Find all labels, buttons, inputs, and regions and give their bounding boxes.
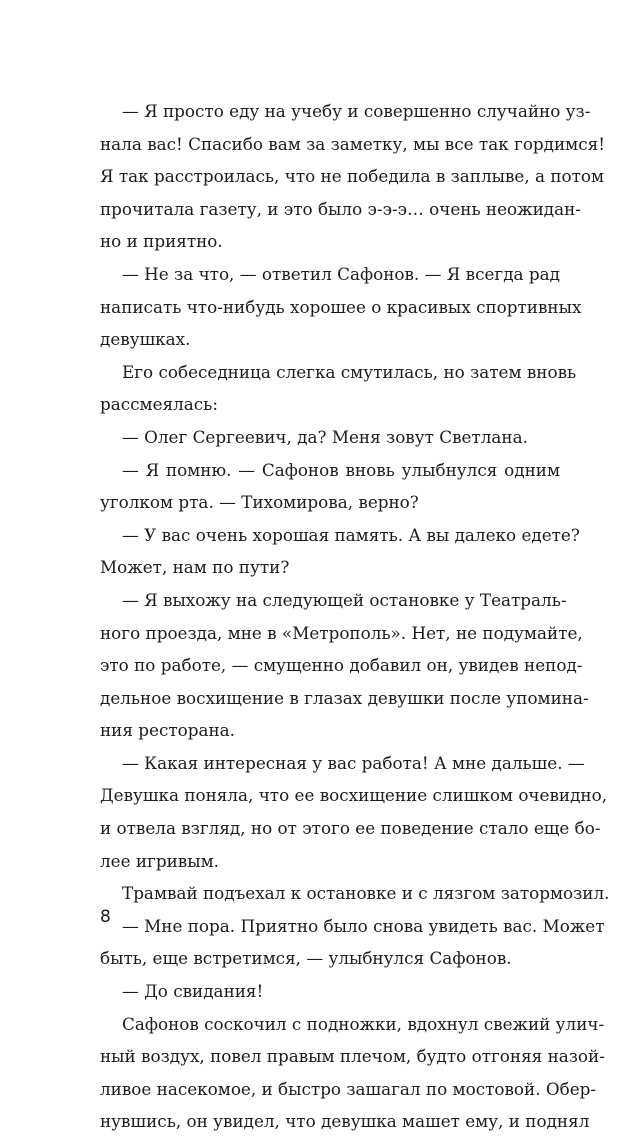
text-line: — До свидания!	[122, 981, 264, 1002]
paragraph	[100, 584, 589, 747]
paragraph	[100, 975, 560, 1008]
text-line: Его собеседница слегка смутилась, но затем вновь	[122, 361, 577, 382]
text-line: ного проезда, мне в «Метрополь». Нет, не подумайте,	[100, 622, 583, 643]
text-line: — Какая интересная у вас работа! А мне дальше. —	[122, 752, 585, 773]
text-line: — Я помню. — Сафонов вновь улыбнулся одним	[122, 459, 560, 480]
text-line: нала вас! Спасибо вам за заметку, мы все так гордимся!	[100, 133, 605, 154]
text-line: Трамвай подъехал к остановке и с лязгом затормозил.	[122, 883, 610, 904]
text-line: прочитала газету, и это было э-э-э… очень неожидан-	[100, 198, 581, 219]
paragraph	[100, 910, 605, 975]
text-line: девушках.	[100, 329, 191, 350]
paragraph	[100, 747, 608, 877]
text-line: — Я просто еду на учебу и совершенно случайно уз-	[122, 101, 591, 121]
text-line: Девушка поняла, что ее восхищение слишком очевидно,	[100, 785, 608, 806]
paragraph	[100, 1008, 605, 1138]
text-line: — Олег Сергеевич, да? Меня зовут Светлана.	[122, 426, 528, 447]
text-line: Я так расстроилась, что не победила в заплыве, а потом	[100, 166, 605, 187]
page-number: 8	[100, 907, 111, 927]
paragraph	[100, 454, 560, 519]
paragraph	[100, 95, 605, 258]
text-line: нувшись, он увидел, что девушка машет ему, и поднял	[100, 1111, 590, 1132]
text-line: это по работе, — смущенно добавил он, увидев непод-	[100, 655, 583, 676]
text-line: лее игривым.	[100, 850, 219, 871]
body-text	[100, 95, 610, 1138]
paragraph	[100, 877, 610, 910]
text-line: и отвела взгляд, но от этого ее поведение стало еще бо-	[100, 818, 601, 839]
text-line: уголком рта. — Тихомирова, верно?	[100, 492, 419, 513]
text-line: дельное восхищение в глазах девушки после упомина-	[100, 687, 589, 708]
text-line: написать что-нибудь хорошее о красивых спортивных	[100, 296, 582, 317]
text-line: Сафонов соскочил с подножки, вдохнул свежий улич-	[122, 1013, 605, 1034]
paragraph	[100, 258, 582, 356]
paragraph	[100, 519, 580, 584]
text-line: ный воздух, повел правым плечом, будто отгоняя назой-	[100, 1046, 605, 1067]
text-line: Может, нам по пути?	[100, 557, 290, 578]
text-line: ния ресторана.	[100, 720, 236, 741]
text-line: — Я выхожу на следующей остановке у Театраль-	[122, 589, 567, 610]
text-line: ливое насекомое, и быстро зашагал по мостовой. Обер-	[100, 1078, 597, 1099]
text-line: но и приятно.	[100, 231, 223, 252]
text-line: рассмеялась:	[100, 394, 218, 415]
paragraph	[100, 356, 577, 421]
text-line: — Мне пора. Приятно было снова увидеть вас. Может	[122, 915, 605, 936]
text-line: быть, еще встретимся, — улыбнулся Сафонов.	[100, 948, 512, 969]
paragraph	[100, 421, 560, 454]
text-line: — У вас очень хорошая память. А вы далеко едете?	[122, 524, 580, 545]
text-line: — Не за что, — ответил Сафонов. — Я всегда рад	[122, 263, 560, 284]
